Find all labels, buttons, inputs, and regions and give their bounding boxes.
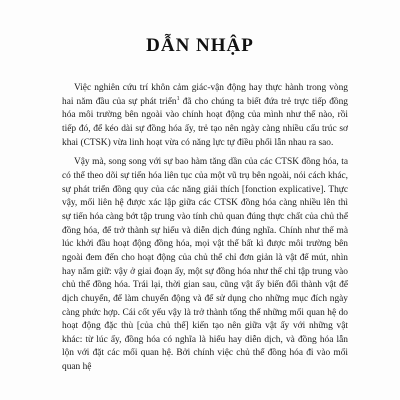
chapter-title: DẪN NHẬP <box>146 35 254 56</box>
paragraph-2: Vậy mà, song song với sự bao hàm tăng dần của các CTSK đồng hóa, ta có thể theo dõi sự tiến hóa liên tục của một vũ trụ bên ngoài, nói cách khác, sự phát triển đồng quy của các năng giải thích [fonction explicative]. Thực vậy, mối liên hệ được xác lập giữa các CTSK đồng hóa càng nhiều lên thì sự tiến hóa càng bớt tập trung vào tính chủ quan đúng thực chất của chủ thể đồng hóa, để trở thành sự hiểu và diễn dịch đúng nghĩa. Chính như thế mà lúc khởi đầu hoạt động đồng hóa, mọi vật thể bất kì được môi trường bên ngoài đem đến cho hoạt động của chủ thể chỉ đơn giản là vật để mút, nhìn hay nắm giữ: vậy ở giai đoạn ấy, một sự đồng hóa như thế chỉ tập trung vào chủ thể đồng hóa. Trái lại, thời gian sau, cũng vật ấy biến đổi thành vật để dịch chuyển, để làm chuyển động và để sử dụng cho những mục đích ngày càng phức hợp. Cái cốt yếu vậy là trở thành tổng thể những mối quan hệ do hoạt động đặc thù [của chủ thể] kiến tạo nên giữa vật ấy với những vật khác: từ lúc ấy, đồng hóa có nghĩa là hiểu hay diễn dịch, và đồng hóa lẫn lộn với đặt các mối quan hệ. Bởi chính việc chủ thể đồng hóa đi vào mối quan hệ <box>62 157 348 373</box>
body-text <box>62 82 348 375</box>
paragraph-1-text-continued: đã cho chúng ta biết đứa trẻ trực tiếp đồng hóa môi trường bên ngoài vào chính hoạt động của mình như thế nào, rồi tiếp đó, để kéo dài sự đồng hóa ấy, trẻ tạo nên ngày càng nhiều cấu trúc sơ khai (CTSK) vừa linh hoạt vừa có năng lực tự điều phối lẫn nhau ra sao. <box>62 96 348 148</box>
footnote-marker[interactable]: 1 <box>176 95 180 102</box>
paragraph-1 <box>62 82 348 150</box>
paragraph-1-text: Việc nghiên cứu trí khôn cảm giác-vận động hay thực hành trong vòng hai năm đầu của sự phát triển <box>62 83 348 107</box>
